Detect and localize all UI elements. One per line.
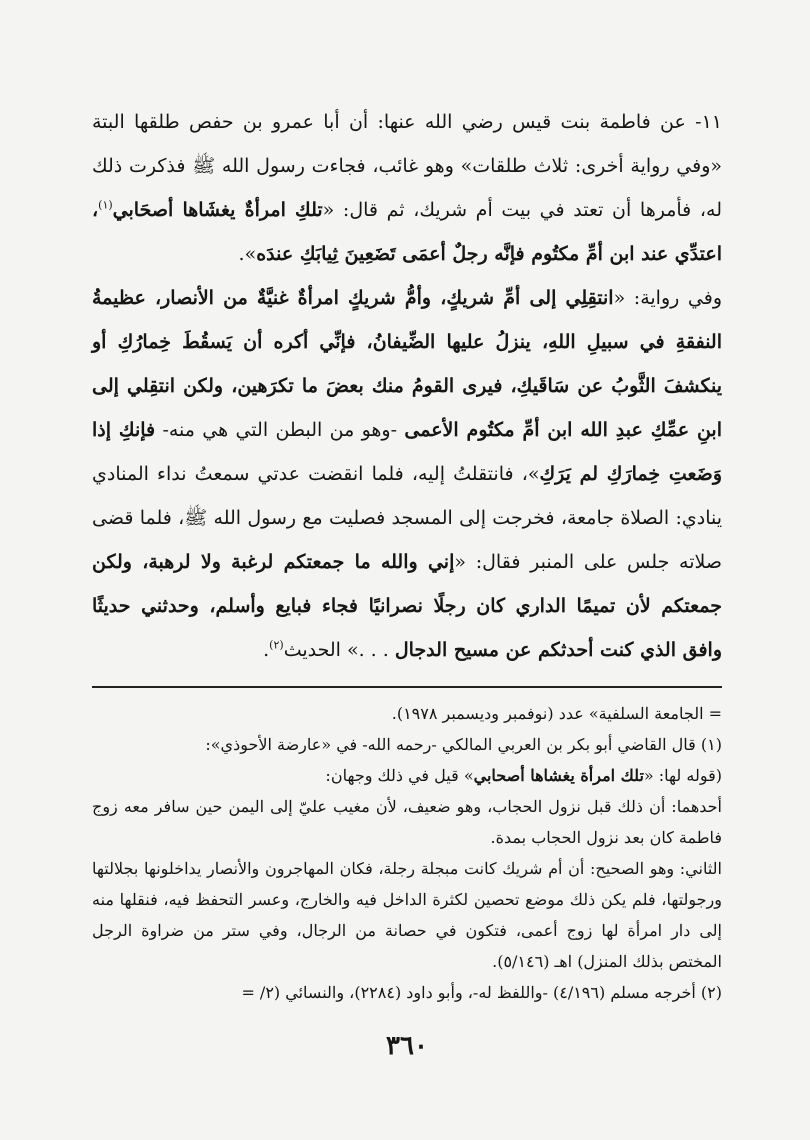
main-text bbox=[92, 100, 722, 672]
page-number: ٣٦٠ bbox=[386, 1031, 428, 1061]
bold-quote: تلكِ امرأةٌ يغشَاها أصحَابي bbox=[112, 199, 323, 221]
footnote-divider bbox=[92, 686, 722, 688]
bold-quote: تلك امرأة يغشاها أصحابي bbox=[473, 766, 644, 785]
footnote-ref-2[interactable]: (٢) bbox=[269, 638, 284, 652]
hadith-paragraph-1 bbox=[92, 100, 722, 276]
text-span: . . .» الحديث bbox=[283, 639, 395, 661]
bold-quote: انتقِلِي إلى أمِّ شريكٍ، وأمُّ شريكٍ امرأةٌ غنيَّةٌ من الأنصار، عظيمةُ النفقةِ في سبيلِ اللهِ، ينزلُ عليها الضِّيفانُ، فإنِّي أكره أن يَسقُطَ خِمارُكِ أو ينكشفَ الثَّوبُ عن سَاقَيكِ، فيرى القومُ منك بعضَ ما تكرَهين، ولكن انتقِلي إلى ابنِ عمِّكِ عبدِ الله ابن أمِّ مكتُوم الأعمى bbox=[92, 287, 722, 441]
footnote-1-first-view: أحدهما: أن ذلك قبل نزول الحجاب، وهو ضعيف، لأن مغيب عليّ إلى اليمن حين سافر معه زوج فاطمة كان بعد نزول الحجاب بمدة. bbox=[92, 797, 722, 847]
text-span: » قيل في ذلك وجهان: bbox=[325, 766, 474, 785]
text-span: وفي رواية: « bbox=[613, 287, 722, 309]
bold-quote: إني والله ما جمعتكم لرغبة ولا لرهبة، ولكن جمعتكم لأن تميمًا الداري كان رجلًا نصرانيًا فجاء فبايع وأسلم، وحدثني حديثًا وافق الذي كنت أحدثكم عن مسيح الدجال bbox=[92, 551, 722, 661]
footnote-continuation: = الجامعة السلفية» عدد (نوفمبر وديسمبر ١٩٧٨). bbox=[391, 704, 722, 723]
footnotes bbox=[92, 698, 722, 1008]
bold-quote: فإنكِ إذا وَضَعتِ خِمارَكِ لم يَرَكِ bbox=[92, 419, 722, 485]
footnote-2: (٢) أخرجه مسلم (٤/١٩٦) -واللفظ له-، وأبو داود (٢٢٨٤)، والنسائي (٢/ = bbox=[241, 983, 722, 1002]
footnote-1-quote bbox=[92, 760, 722, 791]
text-span: -وهو من البطن التي هي منه- bbox=[155, 419, 405, 441]
text-span: ». bbox=[238, 243, 257, 265]
text-span: ١١- عن فاطمة بنت قيس رضي الله عنها: أن أبا عمرو بن حفص طلقها البتة «وفي رواية أخرى: ثلاث طلقات» وهو غائب، فجاءت رسول الله ﷺ فذكرت ذلك له، فأمرها أن تعتد في بيت أم شريك، ثم قال: « bbox=[92, 111, 722, 221]
hadith-paragraph-2 bbox=[92, 276, 722, 672]
text-span: (قوله لها: « bbox=[643, 766, 722, 785]
page bbox=[92, 100, 722, 1080]
text-span: »، فانتقلتُ إليه، فلما انقضت عدتي سمعتُ نداء المنادي ينادي: الصلاة جامعة، فخرجت إلى المسجد فصليت مع رسول الله ﷺ، فلما قضى صلاته جلس على المنبر فقال: « bbox=[92, 463, 722, 573]
footnote-1-head: (١) قال القاضي أبو بكر بن العربي المالكي -رحمه الله- في «عارضة الأحوذي»: bbox=[205, 735, 722, 754]
text-span: . bbox=[263, 639, 270, 661]
footnote-1-second-view: الثاني: وهو الصحيح: أن أم شريك كانت مبجلة رجلة، فكان المهاجرون والأنصار يداخلونها بجلالتها ورجولتها، فلم يكن ذلك موضع تحصين لكثرة الداخل فيه والخارج، وعسر التحفظ فيه، فنقلها منه إلى دار امرأة لها زوج أعمى، فتكون في حصانة من الرجال، وفي ستر من ضراوة الرجل المختص بذلك المنزل) اهـ (٥/١٤٦). bbox=[92, 859, 723, 971]
footnote-ref-1[interactable]: (١) bbox=[98, 198, 113, 212]
bold-quote: ، اعتدِّي عند ابن أمِّ مكتُوم فإنَّه رجلٌ أعمَى تَضَعِينَ ثِيابَكِ عندَه bbox=[92, 199, 722, 265]
